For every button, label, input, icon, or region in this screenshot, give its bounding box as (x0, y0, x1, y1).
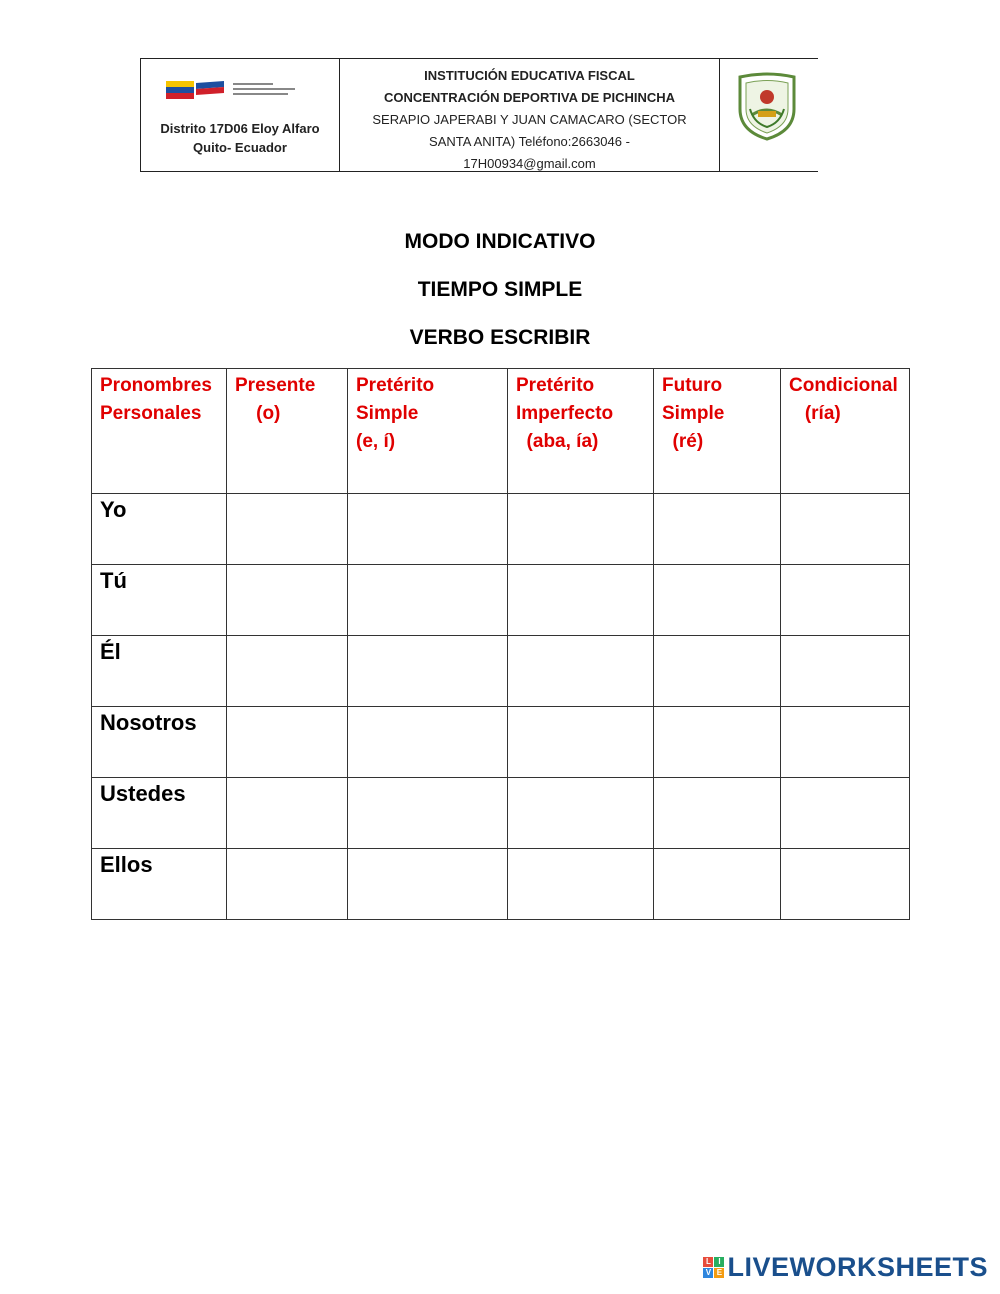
answer-cell-preterito-simple[interactable] (348, 849, 508, 920)
table-body (92, 494, 910, 920)
header-condicional (781, 369, 910, 494)
header-line: (ría) (789, 403, 841, 424)
institution-block (340, 59, 720, 171)
header-preterito-simple (348, 369, 508, 494)
header-line: (o) (235, 403, 281, 424)
pronoun-cell: Tú (92, 565, 227, 636)
district-label (141, 119, 339, 157)
header-line: Futuro (662, 375, 723, 396)
table-row (92, 778, 910, 849)
mark-letter: L (703, 1257, 713, 1267)
answer-cell-futuro-simple[interactable] (654, 494, 781, 565)
answer-cell-preterito-simple[interactable] (348, 565, 508, 636)
liveworksheets-logo (703, 1252, 988, 1283)
header-line: Simple (356, 403, 419, 424)
conjugation-table (91, 368, 910, 920)
header-futuro-simple (654, 369, 781, 494)
ecuador-flag-icon (166, 81, 226, 99)
header-line: Pronombres (100, 375, 212, 396)
answer-cell-preterito-imperfecto[interactable] (508, 565, 654, 636)
mode-title: MODO INDICATIVO (404, 230, 596, 253)
answer-cell-preterito-imperfecto[interactable] (508, 636, 654, 707)
answer-cell-preterito-imperfecto[interactable] (508, 849, 654, 920)
header-line: Condicional (789, 375, 898, 396)
pronoun-cell: Yo (92, 494, 227, 565)
header-line: Personales (100, 403, 202, 424)
answer-cell-condicional[interactable] (781, 849, 910, 920)
header-line: Pretérito (516, 375, 595, 396)
answer-cell-preterito-imperfecto[interactable] (508, 494, 654, 565)
table-row (92, 707, 910, 778)
answer-cell-preterito-simple[interactable] (348, 636, 508, 707)
answer-cell-futuro-simple[interactable] (654, 778, 781, 849)
answer-cell-condicional[interactable] (781, 565, 910, 636)
header-presente (227, 369, 348, 494)
verb-title: VERBO ESCRIBIR (409, 326, 591, 349)
table-row (92, 565, 910, 636)
answer-cell-preterito-simple[interactable] (348, 778, 508, 849)
school-seal-icon (732, 69, 802, 141)
city-line: Quito- Ecuador (193, 140, 287, 155)
answer-cell-condicional[interactable] (781, 778, 910, 849)
header-line: (aba, ía) (516, 431, 599, 452)
answer-cell-preterito-imperfecto[interactable] (508, 778, 654, 849)
answer-cell-presente[interactable] (227, 778, 348, 849)
institution-subname: CONCENTRACIÓN DEPORTIVA DE PICHINCHA (383, 90, 676, 105)
answer-cell-presente[interactable] (227, 494, 348, 565)
mark-letter: V (703, 1268, 713, 1278)
answer-cell-futuro-simple[interactable] (654, 707, 781, 778)
answer-cell-condicional[interactable] (781, 707, 910, 778)
school-header (140, 58, 818, 172)
pronoun-cell: Él (92, 636, 227, 707)
answer-cell-condicional[interactable] (781, 636, 910, 707)
tense-title: TIEMPO SIMPLE (417, 278, 583, 301)
answer-cell-preterito-simple[interactable] (348, 494, 508, 565)
address-line: SERAPIO JAPERABI Y JUAN CAMACARO (SECTOR (372, 112, 687, 127)
phone-line: SANTA ANITA) Teléfono:2663046 - (429, 134, 630, 149)
header-line: Pretérito (356, 375, 435, 396)
header-line: (ré) (662, 431, 704, 452)
header-pronouns (92, 369, 227, 494)
seal-block (720, 59, 818, 171)
header-line: Simple (662, 403, 725, 424)
institution-name: INSTITUCIÓN EDUCATIVA FISCAL (424, 68, 635, 83)
header-line: Imperfecto (516, 403, 614, 424)
mark-letter: E (714, 1268, 724, 1278)
liveworksheets-mark-icon (703, 1257, 724, 1278)
email-line: 17H00934@gmail.com (463, 156, 596, 171)
answer-cell-preterito-imperfecto[interactable] (508, 707, 654, 778)
table-row (92, 494, 910, 565)
table-row (92, 849, 910, 920)
answer-cell-futuro-simple[interactable] (654, 849, 781, 920)
answer-cell-presente[interactable] (227, 636, 348, 707)
table-header-row (92, 369, 910, 494)
header-preterito-imperfecto (508, 369, 654, 494)
answer-cell-condicional[interactable] (781, 494, 910, 565)
pronoun-cell: Ustedes (92, 778, 227, 849)
answer-cell-presente[interactable] (227, 707, 348, 778)
answer-cell-futuro-simple[interactable] (654, 636, 781, 707)
ministry-block (141, 59, 340, 171)
mark-letter: I (714, 1257, 724, 1267)
pronoun-cell: Ellos (92, 849, 227, 920)
ministry-logo-text (233, 83, 295, 98)
pronoun-cell: Nosotros (92, 707, 227, 778)
answer-cell-presente[interactable] (227, 565, 348, 636)
district-line: Distrito 17D06 Eloy Alfaro (160, 121, 320, 136)
answer-cell-preterito-simple[interactable] (348, 707, 508, 778)
table-row (92, 636, 910, 707)
answer-cell-presente[interactable] (227, 849, 348, 920)
header-line: Presente (235, 375, 316, 396)
liveworksheets-brand: LIVEWORKSHEETS (727, 1252, 988, 1282)
answer-cell-futuro-simple[interactable] (654, 565, 781, 636)
header-line: (e, í) (356, 431, 396, 452)
